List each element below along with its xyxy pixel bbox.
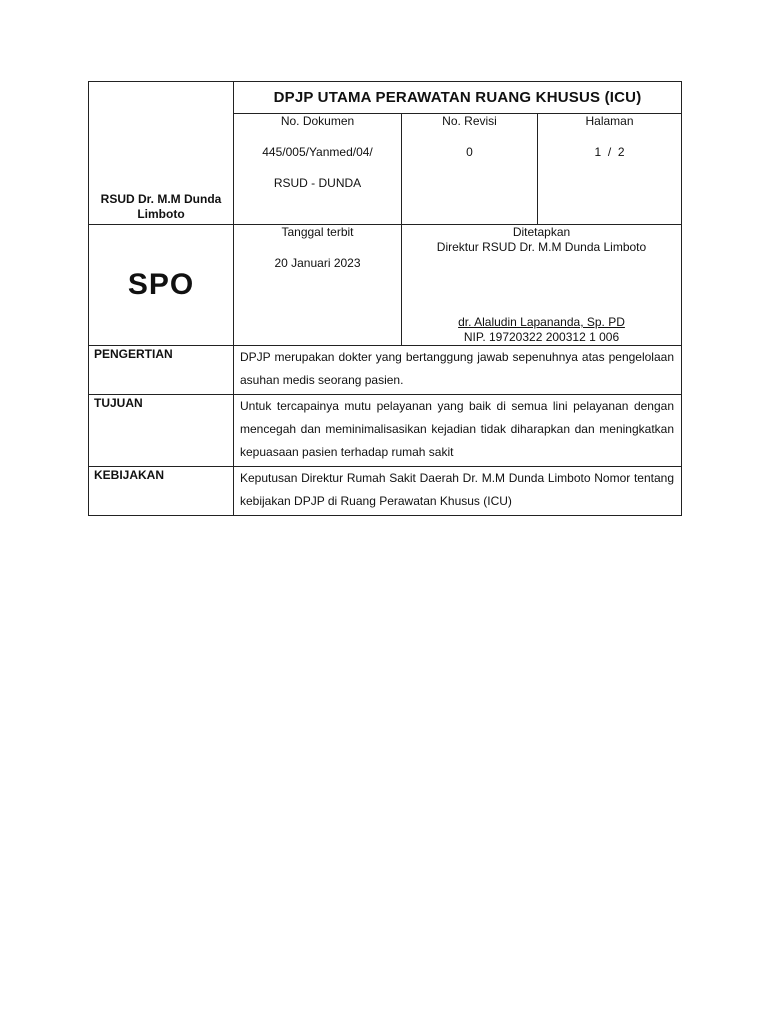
halaman-cell	[538, 114, 682, 225]
halaman-value: 1 / 2	[594, 145, 625, 159]
no-dokumen-value: 445/005/Yanmed/04/	[262, 145, 373, 159]
signatory-nip: NIP. 19720322 200312 1 006	[463, 330, 620, 344]
no-revisi-label: No. Revisi	[442, 114, 497, 128]
signature-block	[402, 315, 681, 345]
tanggal-terbit-value: 20 Januari 2023	[274, 256, 361, 270]
section-row-tujuan	[89, 395, 682, 467]
tanggal-terbit-label: Tanggal terbit	[281, 225, 354, 239]
section-text	[234, 395, 682, 467]
section-text	[234, 346, 682, 395]
no-dokumen-label: No. Dokumen	[280, 114, 355, 128]
signatory-name: dr. Alaludin Lapananda, Sp. PD	[458, 315, 625, 329]
section-text	[234, 467, 682, 516]
spo-table	[88, 81, 682, 516]
section-label: KEBIJAKAN	[89, 467, 234, 516]
ditetapkan-by: Direktur RSUD Dr. M.M Dunda Limboto	[436, 240, 647, 254]
section-paragraph: DPJP merupakan dokter yang bertanggung jawab sepenuhnya atas pengelolaan asuhan medis seorang pasien.	[240, 350, 674, 387]
section-row-kebijakan	[89, 467, 682, 516]
ditetapkan-label: Ditetapkan	[512, 225, 571, 239]
tanggal-terbit-cell	[234, 225, 402, 346]
section-label: PENGERTIAN	[89, 346, 234, 395]
halaman-label: Halaman	[585, 114, 634, 128]
no-dokumen-value-2: RSUD - DUNDA	[273, 176, 362, 190]
section-label: TUJUAN	[89, 395, 234, 467]
section-paragraph: Keputusan Direktur Rumah Sakit Daerah Dr. M.M Dunda Limboto Nomor tentang kebijakan DPJP di Ruang Perawatan Khusus (ICU)	[240, 471, 674, 508]
spo-label-cell	[89, 225, 234, 346]
hospital-name	[89, 82, 234, 225]
section-row-pengertian	[89, 346, 682, 395]
section-paragraph: Untuk tercapainya mutu pelayanan yang baik di semua lini pelayanan dengan mencegah dan meminimalisasikan kejadian tidak diharapkan dan meningkatkan kepuasaan pasien terhadap rumah sakit	[240, 399, 674, 459]
hospital-name-text: RSUD Dr. M.M Dunda Limboto	[100, 192, 222, 221]
no-dokumen-cell	[234, 114, 402, 225]
no-revisi-cell	[402, 114, 538, 225]
ditetapkan-cell	[402, 225, 682, 346]
spo-label: SPO	[127, 268, 195, 301]
document-title	[234, 82, 682, 114]
no-revisi-value: 0	[466, 145, 473, 159]
document-title-text: DPJP UTAMA PERAWATAN RUANG KHUSUS (ICU)	[273, 89, 642, 106]
